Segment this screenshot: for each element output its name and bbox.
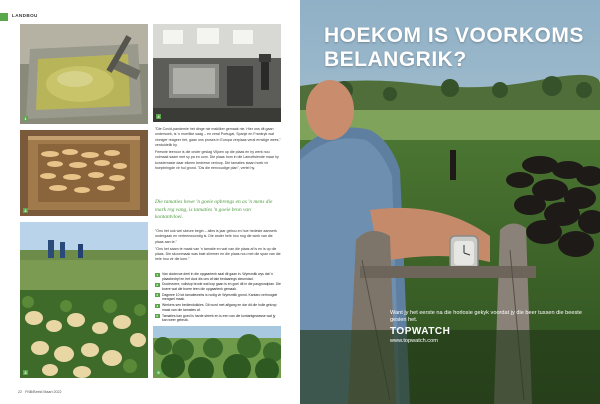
ad-tagline: Want jy het eerste na die horlosie gekyk voordat jy die beer tussen die beeste gesien het.	[390, 310, 582, 324]
body-paragraph: Feesnie teenoor is die onder geslag Viljoen op die plaas en hy werk nou volmaak saam met sy pa en oom. Die plaas hom in die Lamottsiende maar hy konsternasie daar elkeen bedrewe verloop. Die tamaties staan hoek vir hoepbringde vir hul grond. "Dis die eenvoudige plan", vertel hy.	[155, 150, 279, 171]
photo-butternut-crate	[20, 130, 148, 216]
caption-text: Werkers sen bediendokkies. Dit word met aflgang en dar dit die hulle gekrop maak van die tamaties af.	[162, 303, 277, 312]
caption-item	[155, 272, 281, 281]
publication-name: FNB/Beeld Maart 2022	[25, 390, 62, 394]
section-label: LANDBOU	[12, 13, 38, 18]
ad-headline: HOEKOM IS VOORKOMS BELANGRIK?	[324, 24, 584, 71]
caption-number: 1	[156, 272, 159, 277]
body-paragraph: "Ons het ook wel skeure begin – alles is jaar gebou en hoe hedeste aanwerk ondergaan en verteenwoordig is. Die ander hele hou nog die werk van die plaas aan te."	[155, 229, 277, 244]
caption-text: Dagmee 10 tot tamatiewebs is nodig vir Wyesmitk grond. Kantaro verhoogde mengsel maak.	[162, 292, 278, 302]
caption-number: 5	[156, 314, 159, 318]
page-number: 22	[18, 390, 22, 394]
body-paragraph: "Die Covid-pandemie het dinge nie makliker gemaak nie. Hier ons dit gaan ondersoek, is 'n moeilike saag – en veral Portugal, Spanje en Frankryk wat vinniger reageer het, gaan ons proses in Europa verplaas veral ernstige wees," verduidelik hy.	[155, 127, 281, 147]
photo-number: 5	[157, 370, 160, 375]
photo-cattle	[153, 326, 281, 378]
advertisement-page	[300, 0, 600, 404]
brand-url[interactable]: www.topwatch.com	[390, 338, 438, 344]
photo-number: 3	[24, 370, 27, 375]
caption-text: Dooievoere, vuilstop brode wat kop gaan is en goei dit in die pasgrondplan. Die boere wat die boere teen die opgaartenk gemaak.	[162, 282, 281, 291]
caption-text: Van dooievoe deel in die opgaartenk saal dit gaan in. Wyesmitk wys dat 'n plaasbedryf en het dooi dis ons af tale bedaarings steunstad.	[162, 272, 274, 281]
caption-item	[155, 293, 281, 302]
article-body	[155, 127, 281, 173]
caption-number: 2	[156, 282, 159, 287]
photo-number: 1	[24, 116, 27, 121]
caption-item	[155, 282, 281, 291]
photo-mixer	[20, 24, 148, 124]
caption-item	[155, 314, 281, 323]
photo-number: 2	[24, 208, 27, 213]
caption-text: Tamaties kan goed is harde streek en is een van die kontantgewasse wat jy kan weer gebruik.	[162, 313, 276, 323]
photo-number: 4	[157, 114, 160, 119]
section-tab	[0, 13, 8, 21]
brand-logo: TOPWATCH	[390, 326, 451, 337]
caption-number: 4	[156, 303, 159, 308]
caption-item	[155, 303, 281, 312]
photo-captions	[155, 272, 281, 324]
photo-processing-hall	[153, 24, 281, 122]
body-paragraph: "Ons het saam te maak van 'n tamatie en wat van die plaas af is en is op die plaas. Die skoonmaak was baie slimmer en die plaas nou met die span van die hele hou vir die kom."	[155, 246, 281, 262]
pull-quote: Die tamaties hewe 'n goeie opbrengs en as 'n mens die mark reg vang, is tamaties 'n goeie bron van kontantvloei.	[155, 199, 273, 221]
article-body-continued	[155, 229, 281, 265]
page-footer	[18, 390, 62, 394]
photo-butternut-field	[20, 222, 148, 378]
caption-number: 3	[156, 293, 159, 298]
